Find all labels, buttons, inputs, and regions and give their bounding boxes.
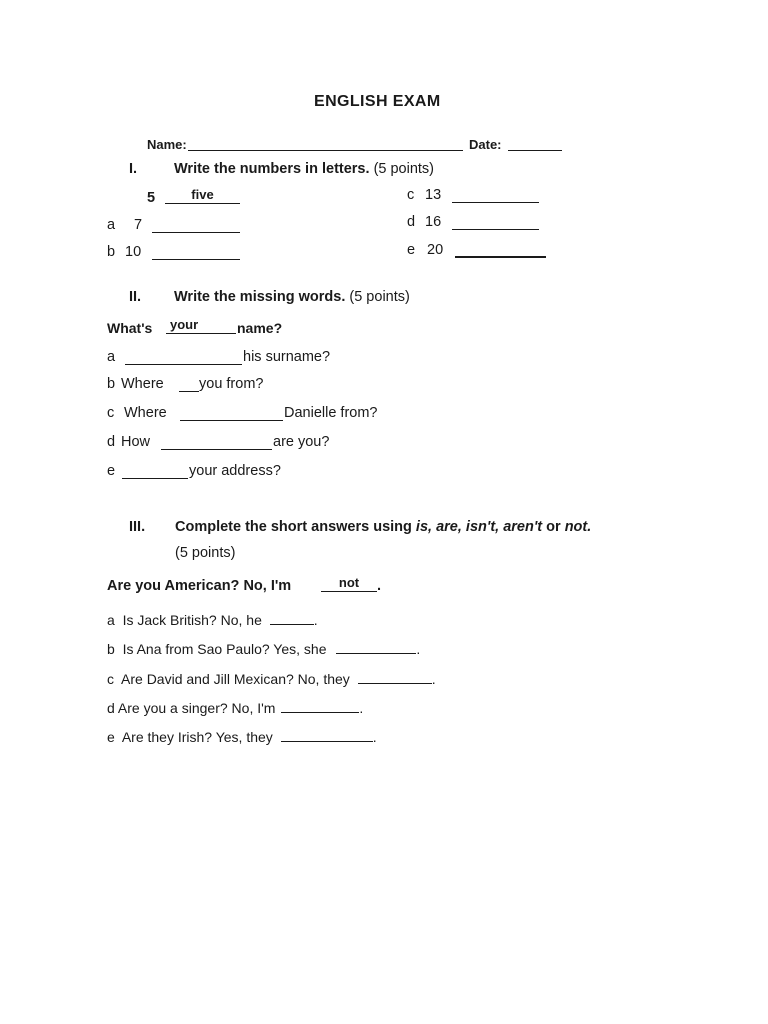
s1-item-a-blank[interactable]	[152, 232, 240, 233]
s2-item-b-before: Where	[121, 376, 164, 392]
s2-item-a-letter: a	[107, 349, 116, 365]
s3-item-e-text: Are they Irish? Yes, they	[121, 729, 273, 745]
s1-item-a-number: 7	[134, 217, 143, 233]
s3-item-d-blank[interactable]	[281, 699, 359, 713]
s2-item-b-letter: b	[107, 376, 116, 392]
word-or: or	[546, 519, 561, 535]
s2-item-a-blank[interactable]	[125, 364, 242, 365]
section2-heading: Write the missing words.	[174, 289, 346, 305]
s3-item-b-blank[interactable]	[336, 640, 416, 654]
section1-heading: Write the numbers in letters.	[174, 161, 370, 177]
section3-example-blank	[321, 591, 377, 592]
s3-item-d-letter: d	[107, 700, 115, 716]
section2-example-answer: your	[170, 317, 199, 332]
s3-item-a-blank[interactable]	[270, 611, 314, 625]
s3-item-b-end: .	[416, 641, 421, 657]
s3-item-c-end: .	[431, 671, 436, 687]
s2-item-e-blank[interactable]	[122, 478, 188, 479]
s2-item-d-before: How	[121, 434, 151, 450]
s2-item-d-letter: d	[107, 434, 116, 450]
word-isnt: isn't,	[465, 519, 500, 535]
section2-heading-line	[174, 289, 410, 305]
s2-item-e-after: your address?	[189, 463, 281, 479]
date-label: Date:	[469, 137, 502, 152]
word-are: are,	[436, 519, 462, 535]
s3-item-a-text: Is Jack British? No, he	[122, 612, 262, 628]
s2-item-c-after: Danielle from?	[284, 405, 378, 421]
s3-item-c-text: Are David and Jill Mexican? No, they	[121, 671, 350, 687]
s3-item-b	[107, 640, 420, 657]
section2-numeral: II.	[129, 289, 142, 305]
s1-item-d-blank[interactable]	[452, 229, 539, 230]
section3-example-question: Are you American? No, I'm	[107, 578, 292, 594]
s1-item-e-letter: e	[407, 242, 416, 258]
date-blank[interactable]	[508, 150, 562, 151]
section3-numeral: III.	[129, 519, 146, 535]
s1-item-c-letter: c	[407, 187, 415, 203]
s2-item-e-letter: e	[107, 463, 116, 479]
s3-item-c-letter: c	[107, 671, 114, 687]
s1-item-d-letter: d	[407, 214, 416, 230]
s3-item-e	[107, 728, 377, 745]
s2-item-d-blank[interactable]	[161, 449, 272, 450]
section1-numeral: I.	[129, 161, 138, 177]
s1-item-b-blank[interactable]	[152, 259, 240, 260]
section2-example-blank	[166, 333, 236, 334]
s1-item-a-letter: a	[107, 217, 116, 233]
section2-points: (5 points)	[349, 289, 410, 305]
s2-item-c-before: Where	[124, 405, 167, 421]
s1-item-b-letter: b	[107, 244, 116, 260]
s3-item-a-letter: a	[107, 612, 115, 628]
name-blank[interactable]	[188, 150, 463, 151]
s3-item-e-blank[interactable]	[281, 728, 373, 742]
section3-points: (5 points)	[175, 545, 236, 561]
section3-heading-start: Complete the short answers using	[175, 519, 412, 535]
s3-item-a	[107, 611, 318, 628]
section2-example-after: name?	[237, 320, 283, 336]
section3-example-answer: not	[338, 575, 360, 590]
s3-item-b-letter: b	[107, 641, 115, 657]
s2-item-a-after: his surname?	[243, 349, 331, 365]
s1-item-b-number: 10	[125, 244, 142, 260]
s1-item-e-number: 20	[427, 242, 444, 258]
s2-item-c-letter: c	[107, 405, 115, 421]
section1-example-number: 5	[147, 190, 156, 206]
word-is: is,	[415, 519, 433, 535]
s2-item-b-after: you from?	[199, 376, 264, 392]
section1-example-blank	[165, 203, 240, 204]
s2-item-c-blank[interactable]	[180, 420, 283, 421]
name-label: Name:	[147, 137, 187, 152]
section1-example-answer: five	[191, 187, 214, 202]
section3-heading	[175, 519, 591, 535]
s3-item-c	[107, 670, 436, 687]
s3-item-d-text: Are you a singer? No, I'm	[117, 700, 276, 716]
s1-item-c-blank[interactable]	[452, 202, 539, 203]
s3-item-c-blank[interactable]	[358, 670, 432, 684]
s3-item-a-end: .	[313, 612, 318, 628]
s1-item-e-blank[interactable]	[455, 256, 546, 258]
section3-example-end: .	[377, 578, 382, 594]
section1-points: (5 points)	[373, 161, 435, 177]
s3-item-d	[107, 699, 363, 716]
s2-item-d-after: are you?	[273, 434, 330, 450]
s3-item-e-letter: e	[107, 729, 115, 745]
section1-heading-line	[174, 161, 434, 177]
s1-item-c-number: 13	[425, 187, 442, 203]
s3-item-e-end: .	[372, 729, 377, 745]
s1-item-d-number: 16	[425, 214, 442, 230]
word-arent: aren't	[503, 519, 543, 535]
word-not: not.	[564, 519, 592, 535]
section2-example-before: What's	[107, 320, 153, 336]
s2-item-b-blank[interactable]	[179, 391, 199, 392]
s3-item-b-text: Is Ana from Sao Paulo? Yes, she	[122, 641, 327, 657]
s3-item-d-end: .	[359, 700, 364, 716]
exam-title: ENGLISH EXAM	[314, 93, 441, 110]
